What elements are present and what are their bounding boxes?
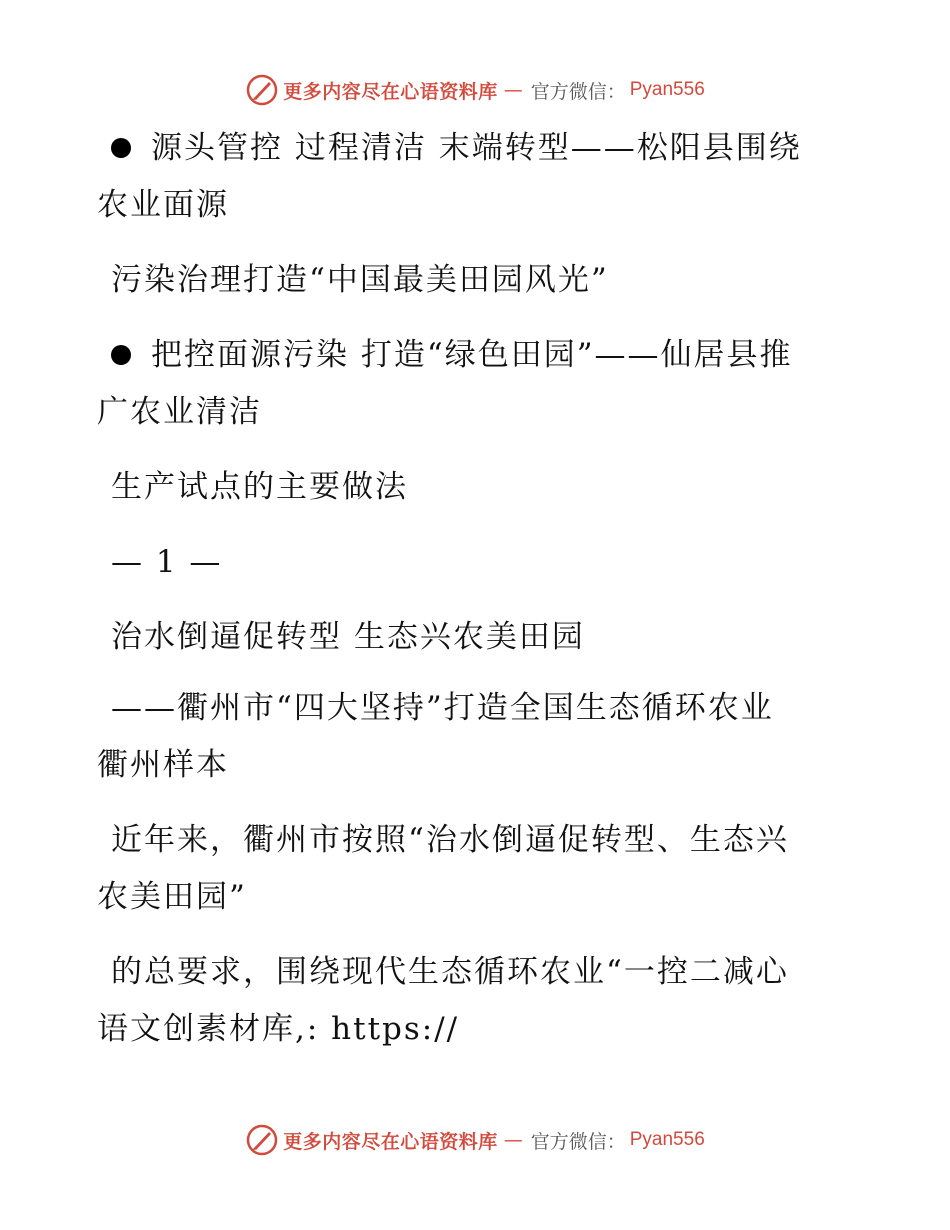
bullet-heading-songyang (97, 120, 857, 234)
article-title (97, 609, 857, 666)
banner-separator: — (503, 79, 523, 101)
bullet-heading-xianju (97, 327, 857, 441)
paragraph-line: 农业面源 (97, 187, 229, 223)
paragraph-line: 语文创素材库,: https:// (97, 1011, 460, 1047)
bullet-dot-icon (111, 345, 131, 365)
paragraph (97, 459, 857, 516)
banner-wechat-label: 官方微信： (530, 80, 626, 103)
banner-separator: — (503, 1129, 523, 1151)
paragraph-line: 源头管控 过程清洁 末端转型——松阳县围绕 (151, 130, 802, 166)
banner-slogan: 更多内容尽在心语资料库 (283, 1130, 498, 1153)
paragraph-line: 把控面源污染 打造“绿色田园”——仙居县推 (151, 337, 793, 373)
paragraph-line: 近年来，衢州市按照“治水倒逼促转型、生态兴 (111, 822, 789, 858)
banner-wechat-id: Pyan556 (629, 79, 705, 100)
paragraph-line: 衢州样本 (97, 747, 229, 783)
paragraph-line: 的总要求，围绕现代生态循环农业“一控二减心 (111, 954, 789, 990)
bullet-dot-icon (111, 138, 131, 158)
paragraph (97, 812, 857, 926)
quill-pen-logo-icon (245, 73, 279, 107)
quill-pen-logo-icon (245, 1123, 279, 1157)
paragraph-line: 生产试点的主要做法 (111, 469, 408, 505)
document-body (97, 120, 857, 1058)
paragraph-line: 污染治理打造“中国最美田园风光” (111, 262, 609, 298)
header-banner (0, 70, 950, 110)
paragraph-line: 农美田园” (97, 879, 247, 915)
paragraph (97, 252, 857, 309)
paragraph-line: 治水倒逼促转型 生态兴农美田园 (111, 619, 585, 655)
banner-wechat-id: Pyan556 (629, 1129, 705, 1150)
banner-slogan: 更多内容尽在心语资料库 (283, 80, 498, 103)
article-subtitle (97, 680, 857, 794)
page-number (97, 534, 857, 591)
paragraph-line: 广农业清洁 (97, 394, 262, 430)
footer-banner (0, 1120, 950, 1160)
paragraph-line: ——衢州市“四大坚持”打造全国生态循环农业 (111, 690, 774, 726)
paragraph-line: — 1 — (111, 544, 223, 580)
banner-wechat-label: 官方微信： (530, 1130, 626, 1153)
paragraph (97, 944, 857, 1058)
